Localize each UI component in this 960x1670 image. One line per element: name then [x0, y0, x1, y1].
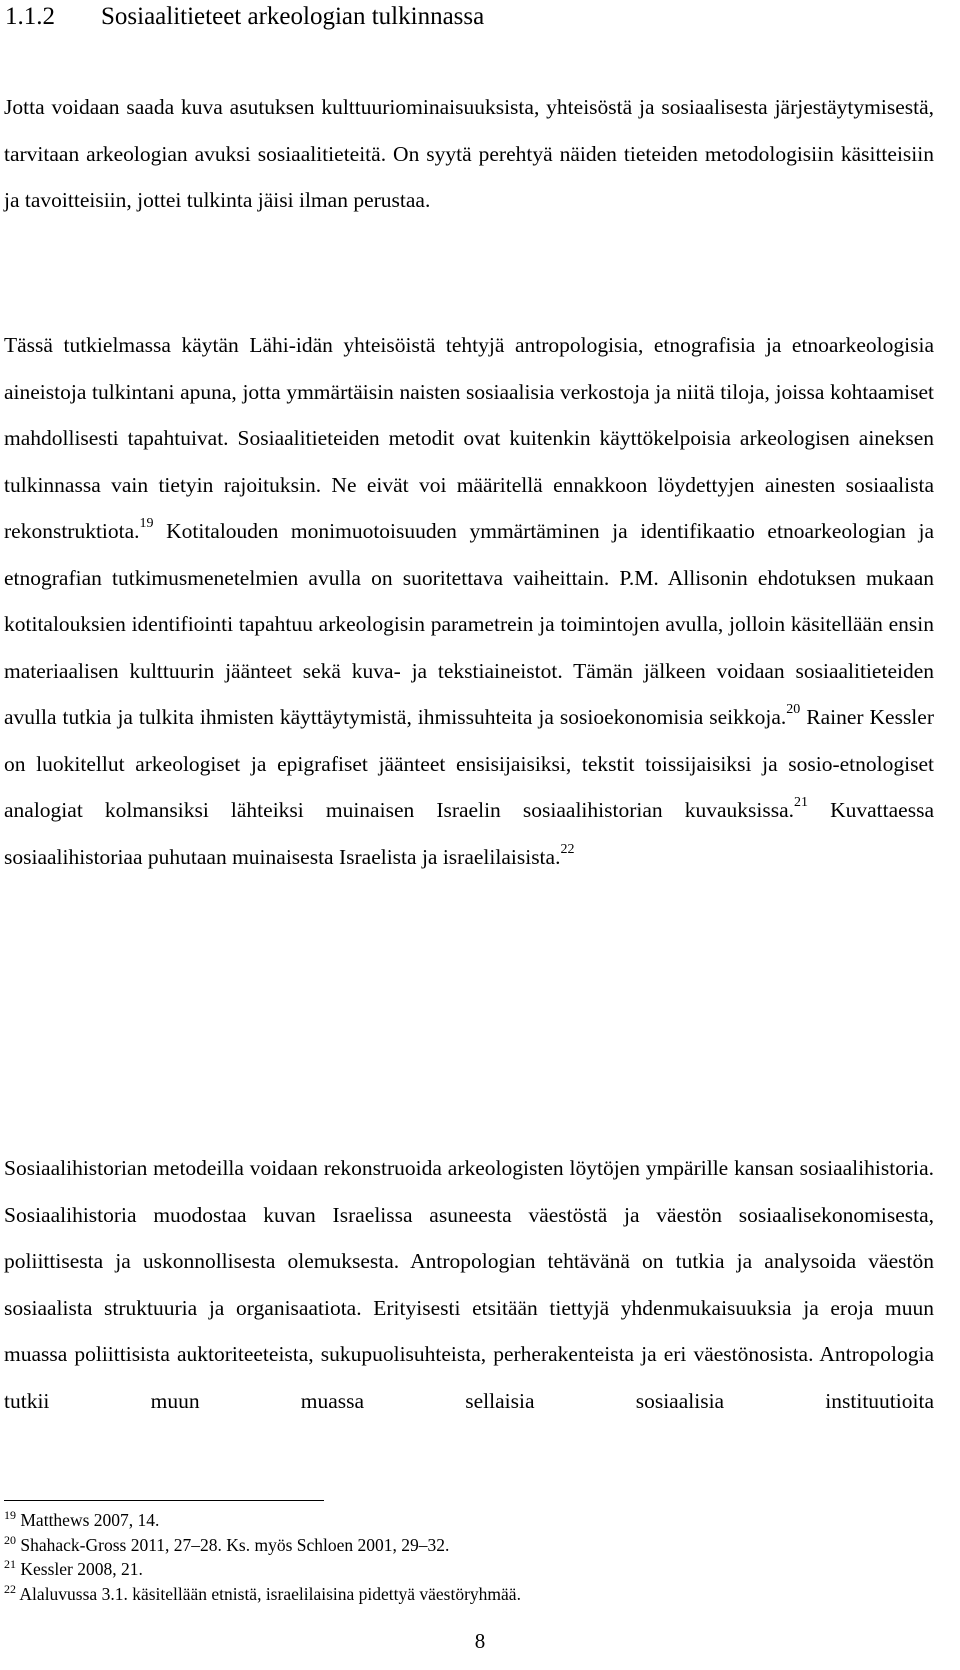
footnote	[4, 1533, 934, 1558]
page-number: 8	[474, 1629, 486, 1653]
paragraph-3: Sosiaalihistorian metodeilla voidaan rekonstruoida arkeologisten löytöjen ympärille kansan sosiaalihistoria. Sosiaalihistoria muodostaa kuvan Israelissa asuneesta väestöstä ja väestön sosiaalisekonomisesta, poliittisesta ja uskonnollisesta olemuksesta. Antropologian tehtävänä on tutkia ja analysoida väestön sosiaalista struktuuria ja organisaatiota. Erityisesti etsitään tiettyjä yhdenmukaisuuksia ja eroja muun muassa poliittisista auktoriteeteista, sukupuolisuhteista, perherakenteista ja eri väestönosista. Antropologia tutkii muun muassa sellaisia sosiaalisia instituutioita	[4, 1156, 934, 1413]
paragraph-1: Jotta voidaan saada kuva asutuksen kulttuuriominaisuuksista, yhteisöstä ja sosiaalisesta järjestäytymisestä, tarvitaan arkeologian avuksi sosiaalitieteitä. On syytä perehtyä näiden tieteiden metodologisiin käsitteisiin ja tavoitteisiin, jottei tulkinta jäisi ilman perustaa.	[4, 95, 934, 212]
footnote-text: Kessler 2008, 21.	[20, 1559, 143, 1579]
footnote	[4, 1557, 934, 1582]
footnote-number: 19	[4, 1508, 16, 1522]
footnote-text: Alaluvussa 3.1. käsitellään etnistä, israelilaisina pidettyä väestöryhmää.	[19, 1583, 521, 1604]
section-title: Sosiaalitieteet arkeologian tulkinnassa	[101, 3, 485, 30]
footnote	[4, 1508, 934, 1533]
footnote-text: Shahack-Gross 2011, 27‒28. Ks. myös Schloen 2001, 29‒32.	[20, 1534, 450, 1555]
section-heading	[5, 0, 484, 34]
footnotes	[4, 1508, 934, 1606]
footnote-separator	[4, 1500, 324, 1501]
section-number: 1.1.2	[5, 3, 55, 30]
paragraph-2-text-d: Kuvattaessa sosiaalihistoriaa puhutaan muinaisesta Israelista ja israelilaisista.	[4, 798, 934, 869]
footnote-ref-20: 20	[786, 702, 801, 717]
footnote-number: 22	[4, 1581, 16, 1596]
footnote-ref-22: 22	[560, 841, 575, 857]
paragraph-2-text-a: Tässä tutkielmassa käytän Lähi-idän yhteisöistä tehtyjä antropologisia, etnografisia ja etnoarkeologisia aineistoja tulkintani apuna, jotta ymmärtäisin naisten sosiaalisia verkostoja ja niitä tiloja, joissa kohtaamiset mahdollisesti tapahtuivat. Sosiaalitieteiden metodit ovat kuitenkin käyttökelpoisia arkeologisen aineksen tulkinnassa vain tietyin rajoituksin. Ne eivät voi määritellä ennakkoon löydettyjen ainesten sosiaalista rekonstruktiota.	[4, 333, 934, 543]
footnote-ref-19: 19	[139, 516, 154, 531]
footnote-text: Matthews 2007, 14.	[20, 1510, 160, 1530]
paragraph-2-text-b: Kotitalouden monimuotoisuuden ymmärtäminen ja identifikaatio etnoarkeologian ja etnografian tutkimusmenetelmien avulla on suoritettava vaiheittain. P.M. Allisonin ehdotuksen mukaan kotitalouksien identifiointi tapahtuu arkeologisin parametrein ja toimintojen avulla, jolloin käsitellään ensin materiaalisen kulttuurin jäänteet sekä kuva- ja tekstiaineistot. Tämän jälkeen voidaan sosiaalitieteiden avulla tutkia ja tulkita ihmisten käyttäytymistä, ihmissuhteita ja sosioekonomisia seikkoja.	[4, 519, 934, 729]
footnote-ref-21: 21	[794, 795, 809, 810]
footnote	[4, 1582, 934, 1607]
paragraph-2	[4, 322, 934, 880]
footnote-number: 21	[4, 1557, 16, 1571]
footnote-number: 20	[4, 1532, 16, 1547]
paragraph-2-text-c: Rainer Kessler on luokitellut arkeologiset ja epigrafiset jäänteet ensisijaisiksi, tekstit toissijaisiksi ja sosio-etnologiset analogiat kolmansiksi lähteiksi muinaisen Israelin sosiaalihistorian kuvauksissa.	[4, 705, 934, 822]
